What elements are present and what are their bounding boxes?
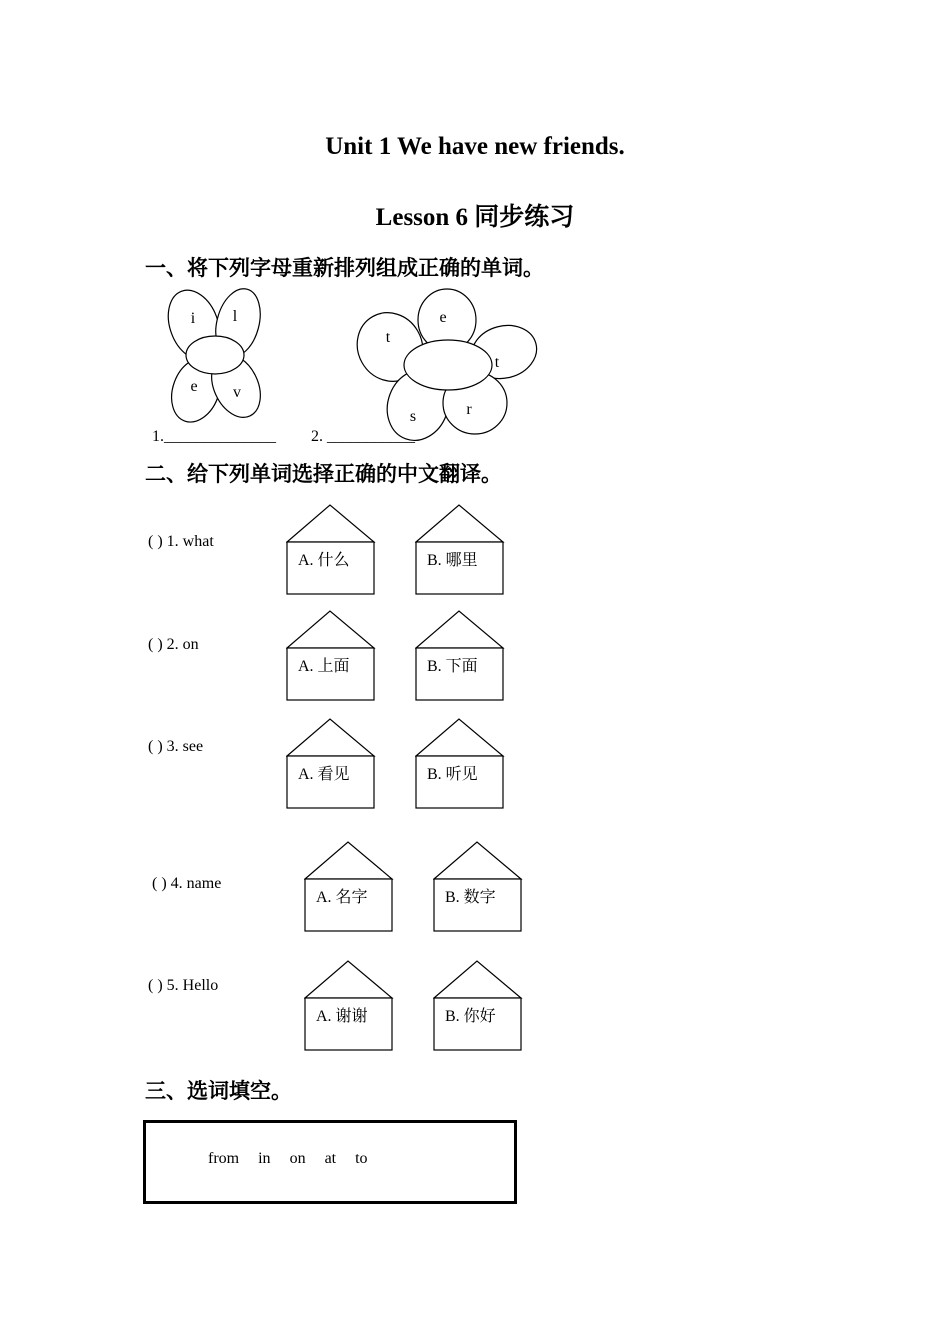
choice-b-label: B. 你好 (445, 1008, 496, 1025)
choice-b-label: B. 数字 (445, 889, 496, 906)
flower2-letter: e (439, 309, 447, 326)
choice-a-house[interactable] (286, 504, 376, 596)
answer-blank-1[interactable]: 1.______________ (152, 428, 276, 445)
choice-b-house[interactable] (433, 960, 523, 1052)
question-1: ( ) 1. what (148, 533, 214, 550)
choice-a-house[interactable] (286, 610, 376, 702)
flower2-center (404, 340, 492, 390)
section-1-heading: 一、将下列字母重新排列组成正确的单词。 (145, 256, 544, 280)
flower1-letter: v (233, 384, 241, 401)
choice-b-label: B. 哪里 (427, 552, 478, 569)
word-bank (208, 1150, 383, 1168)
choice-b-house[interactable] (415, 504, 505, 596)
question-4: ( ) 4. name (152, 875, 222, 892)
answer-blank-2[interactable]: 2. ___________ (311, 428, 415, 445)
section-3-heading: 三、选词填空。 (145, 1079, 292, 1103)
flower1-letter: l (232, 308, 238, 325)
word-bank-item: from (208, 1150, 240, 1167)
question-3: ( ) 3. see (148, 738, 204, 755)
question-5: ( ) 5. Hello (148, 977, 219, 994)
flower2-letter: s (409, 408, 417, 425)
word-bank-item: on (289, 1150, 306, 1167)
flower2-letter: t (385, 329, 391, 346)
choice-a-label: A. 上面 (298, 658, 350, 675)
flower1-letter: e (190, 378, 198, 395)
word-bank-item: in (258, 1150, 271, 1167)
flower1-letter: i (190, 310, 196, 327)
word-bank-box (143, 1120, 517, 1204)
choice-b-label: B. 下面 (427, 658, 478, 675)
choice-a-label: A. 看见 (298, 766, 350, 783)
flower1-center (186, 336, 244, 374)
choice-b-label: B. 听见 (427, 766, 478, 783)
page-title: Unit 1 We have new friends. (325, 133, 625, 160)
section-2-heading: 二、给下列单词选择正确的中文翻译。 (145, 462, 502, 486)
choice-a-house[interactable] (304, 841, 394, 933)
choice-a-label: A. 名字 (316, 889, 368, 906)
choice-a-house[interactable] (286, 718, 376, 810)
choice-b-house[interactable] (415, 718, 505, 810)
flower2-letter: r (466, 401, 472, 418)
word-bank-item: at (324, 1150, 337, 1167)
letter-flowers (0, 0, 950, 460)
choice-b-house[interactable] (415, 610, 505, 702)
word-bank-item: to (355, 1150, 368, 1167)
flower2-letter: t (494, 354, 500, 371)
choice-a-label: A. 什么 (298, 552, 350, 569)
page-subtitle: Lesson 6 同步练习 (375, 204, 575, 231)
question-2: ( ) 2. on (148, 636, 199, 653)
choice-a-house[interactable] (304, 960, 394, 1052)
choice-b-house[interactable] (433, 841, 523, 933)
choice-a-label: A. 谢谢 (316, 1008, 368, 1025)
